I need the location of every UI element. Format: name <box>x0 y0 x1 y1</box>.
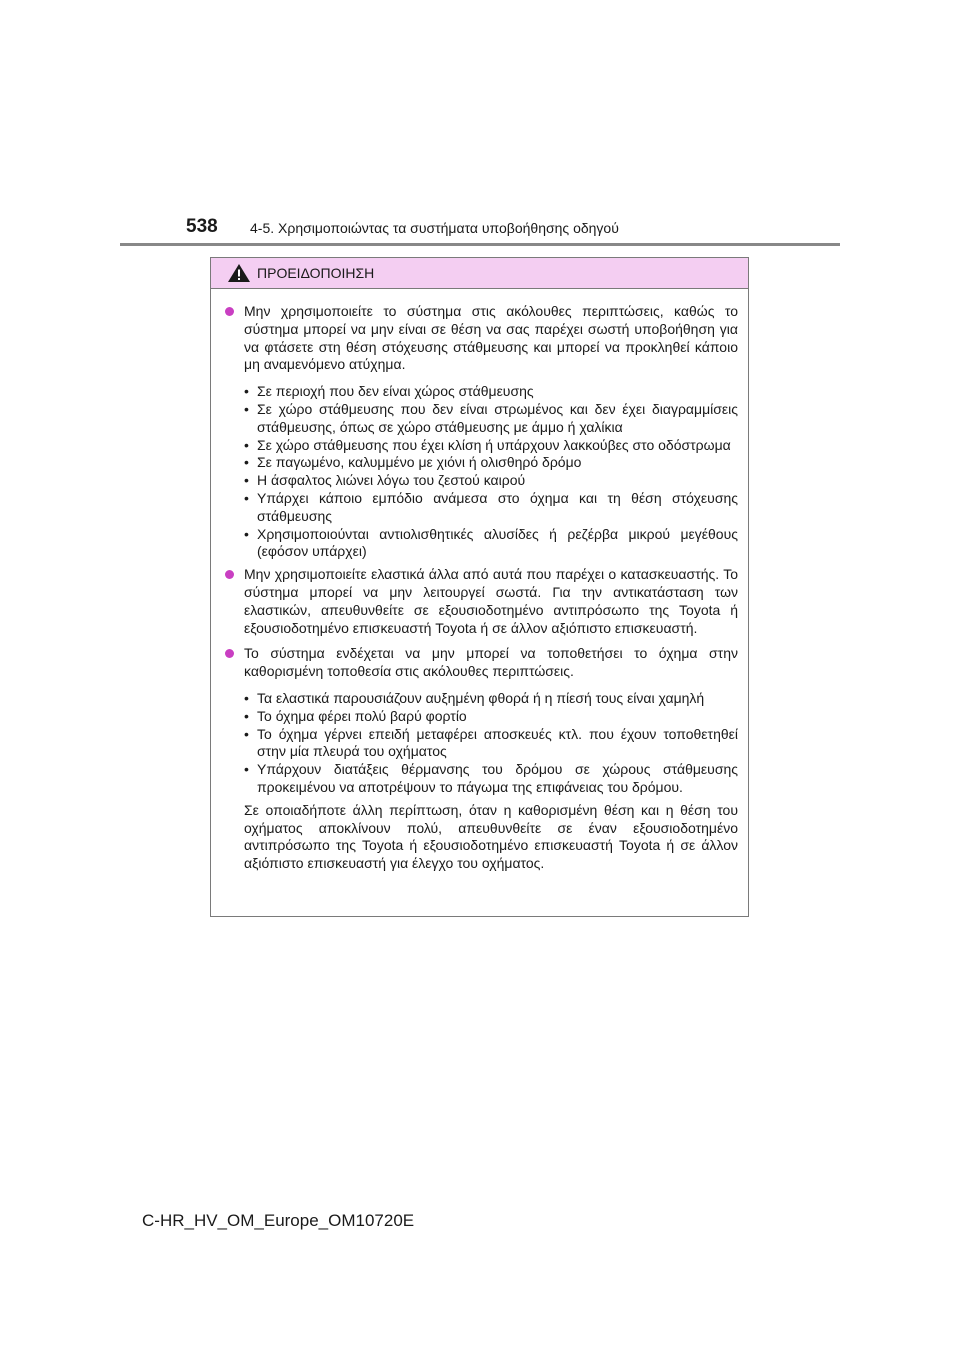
list-item: • Σε παγωμένο, καλυμμένο με χιόνι ή ολισθηρό δρόμο <box>244 454 738 472</box>
warning-body <box>211 289 748 873</box>
document-code: C-HR_HV_OM_Europe_OM10720E <box>142 1211 415 1230</box>
list-item: • Υπάρχουν διατάξεις θέρμανσης του δρόμου σε χώρους στάθμευσης προκειμένου να αποτρέψουν το πάγωμα της επιφάνειας του δρόμου. <box>244 761 738 797</box>
list-item: • Το όχημα φέρει πολύ βαρύ φορτίο <box>244 708 738 726</box>
list-item: • Υπάρχει κάποιο εμπόδιο ανάμεσα στο όχημα και τη θέση στόχευσης στάθμευσης <box>244 490 738 526</box>
warning-paragraph-1: Μην χρησιμοποιείτε το σύστημα στις ακόλουθες περιπτώσεις, καθώς το σύστημα μπορεί να μην είναι σε θέση να σας παρέχει σωστή υποβοήθηση για να φτάσετε στη θέση στόχευσης στάθμευσης και μπορεί να προκληθεί κάποιο μη αναμενόμενο ατύχημα. <box>225 303 738 374</box>
list-item: • Σε χώρο στάθμευσης που δεν είναι στρωμένος και δεν έχει διαγραμμίσεις στάθμευσης, όπως σε χώρο στάθμευσης με άμμο ή χαλίκια <box>244 401 738 437</box>
page-number: 538 <box>186 216 218 237</box>
bullet-dot-icon <box>225 307 234 316</box>
list-item: • Χρησιμοποιούνται αντιολισθητικές αλυσίδες ή ρεζέρβα μικρού μεγέθους (εφόσον υπάρχει) <box>244 526 738 562</box>
condition-list-2 <box>244 690 738 797</box>
warning-paragraph-2: Μην χρησιμοποιείτε ελαστικά άλλα από αυτά που παρέχει ο κατασκευαστής. Το σύστημα μπορεί να μην λειτουργεί σωστά. Για την αντικατάσταση των ελαστικών, απευθυνθείτε σε εξουσιοδοτημένο αντιπρόσωπο της Toyota ή εξουσιοδοτημένο επισκευαστή Toyota ή σε άλλον αξιόπιστο επισκευαστή. <box>225 566 738 637</box>
bullet-dot-icon <box>225 570 234 579</box>
list-item: • Η άσφαλτος λιώνει λόγω του ζεστού καιρού <box>244 472 738 490</box>
warning-triangle-icon <box>227 263 251 283</box>
bullet-dot-icon <box>225 649 234 658</box>
warning-paragraph-3: Το σύστημα ενδέχεται να μην μπορεί να τοποθετήσει το όχημα στην καθορισμένη τοποθεσία στις ακόλουθες περιπτώσεις. <box>225 645 738 681</box>
warning-closing-text: Σε οποιαδήποτε άλλη περίπτωση, όταν η καθορισμένη θέση και η θέση του οχήματος αποκλίνουν πολύ, απευθυνθείτε σε έναν εξουσιοδοτημένο αντιπρόσωπο της Toyota ή εξουσιοδοτημένο επισκευαστή Toyota ή σε άλλον αξιόπιστο επισκευαστή για έλεγχο του οχήματος. <box>244 801 738 872</box>
header-rule <box>120 243 840 246</box>
section-title: 4-5. Χρησιμοποιώντας τα συστήματα υποβοήθησης οδηγού <box>250 220 619 236</box>
list-item: • Σε περιοχή που δεν είναι χώρος στάθμευσης <box>244 383 738 401</box>
warning-box <box>210 257 749 917</box>
list-item: • Το όχημα γέρνει επειδή μεταφέρει αποσκευές κτλ. που έχουν τοποθετηθεί στην μία πλευρά του οχήματος <box>244 726 738 762</box>
warning-title: ΠΡΟΕΙΔΟΠΟΙΗΣΗ <box>257 265 375 281</box>
warning-header <box>211 258 748 289</box>
condition-list-1 <box>244 383 738 561</box>
list-item: • Τα ελαστικά παρουσιάζουν αυξημένη φθορά ή η πίεσή τους είναι χαμηλή <box>244 690 738 708</box>
list-item: • Σε χώρο στάθμευσης που έχει κλίση ή υπάρχουν λακκούβες στο οδόστρωμα <box>244 437 738 455</box>
